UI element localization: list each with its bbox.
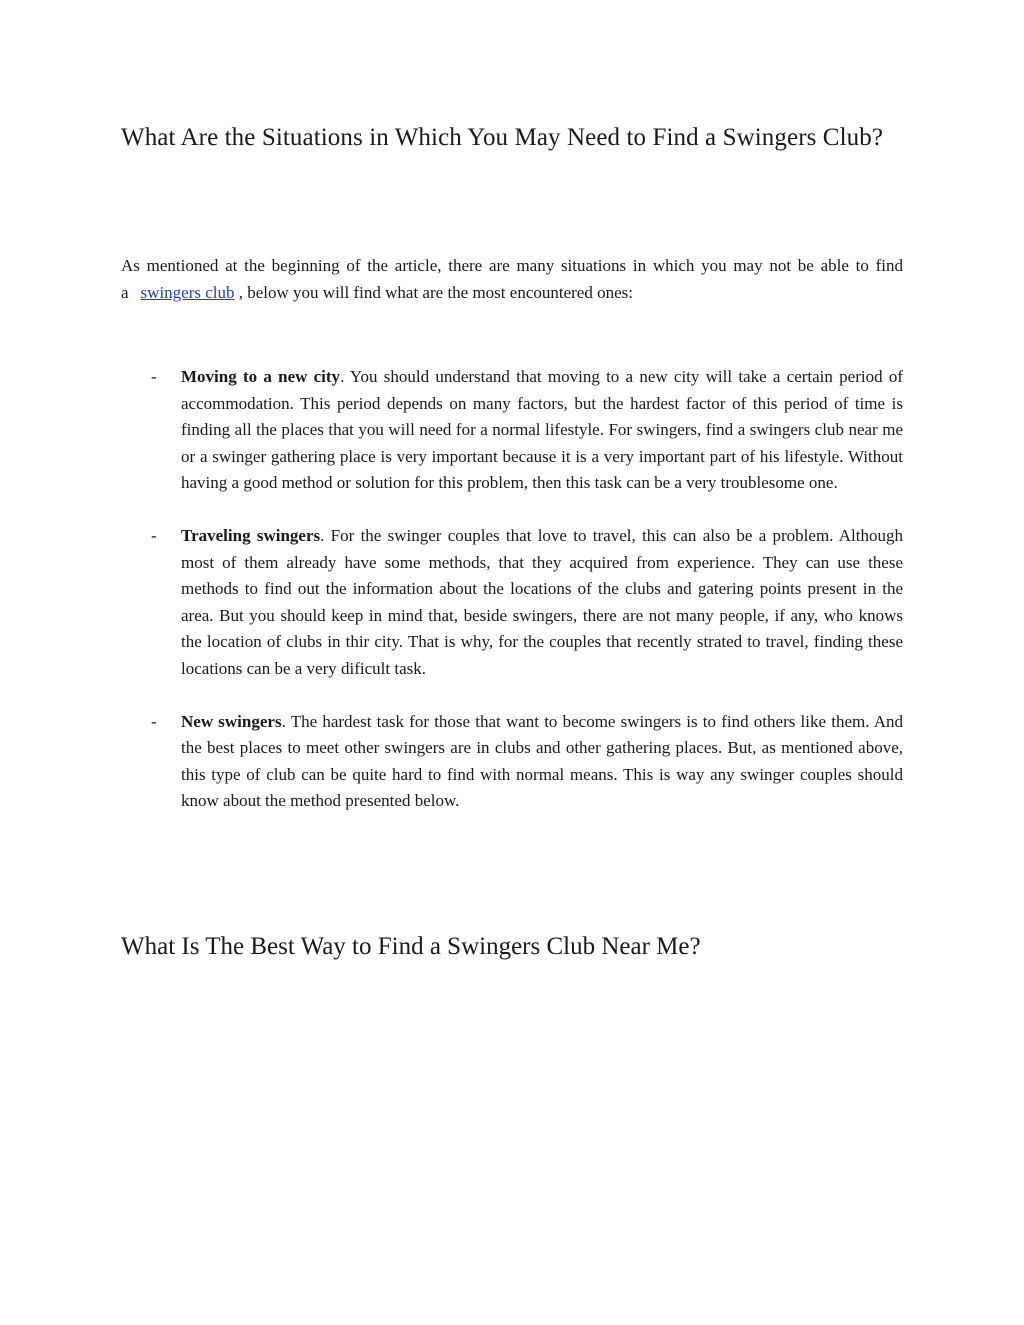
intro-text-before: As mentioned at the beginning of the article, there are many situations in which you may not be able to find a <box>121 256 903 302</box>
list-item <box>121 523 903 683</box>
bullet-title: Moving to a new city <box>181 367 341 386</box>
list-item <box>121 709 903 815</box>
section-heading-best-way: What Is The Best Way to Find a Swingers Club Near Me? <box>121 933 701 960</box>
bullet-dash: - <box>151 711 157 731</box>
bullet-dash: - <box>151 367 157 386</box>
intro-text-after: , below you will find what are the most encountered ones: <box>234 283 633 302</box>
swingers-club-link[interactable]: swingers club <box>140 283 235 302</box>
situations-list <box>121 364 903 841</box>
bullet-title: Traveling swingers <box>181 525 321 545</box>
bullet-text: . For the swinger couples that love to travel, this can also be a problem. Although most of them already have some methods, that they acquired from experience. They can use these methods to find out the information about the locations of the clubs and gatering points present in the area. But you should keep in mind that, beside swingers, there are not many people, if any, who knows the location of clubs in thir city. That is why, for the couples that recently strated to travel, finding these locations can be a very dificult task. <box>181 525 903 678</box>
bullet-dash: - <box>151 525 157 545</box>
bullet-text: . You should understand that moving to a new city will take a certain period of accommodation. This period depends on many factors, but the hardest factor of this period of time is finding all the places that you will need for a normal lifestyle. For swingers, find a swingers club near me or a swinger gathering place is very important because it is a very important part of his lifestyle. Without having a good method or solution for this problem, then this task can be a very troublesome one. <box>181 367 903 493</box>
bullet-text: . The hardest task for those that want to become swingers is to find others like them. And the best places to meet other swingers are in clubs and other gathering places. But, as mentioned above, this type of club can be quite hard to find with normal means. This is way any swinger couples should know about the method presented below. <box>181 711 903 811</box>
intro-paragraph <box>121 252 903 306</box>
bullet-title: New swingers <box>181 711 282 731</box>
list-item <box>121 364 903 497</box>
section-heading-situations: What Are the Situations in Which You May Need to Find a Swingers Club? <box>121 124 884 151</box>
